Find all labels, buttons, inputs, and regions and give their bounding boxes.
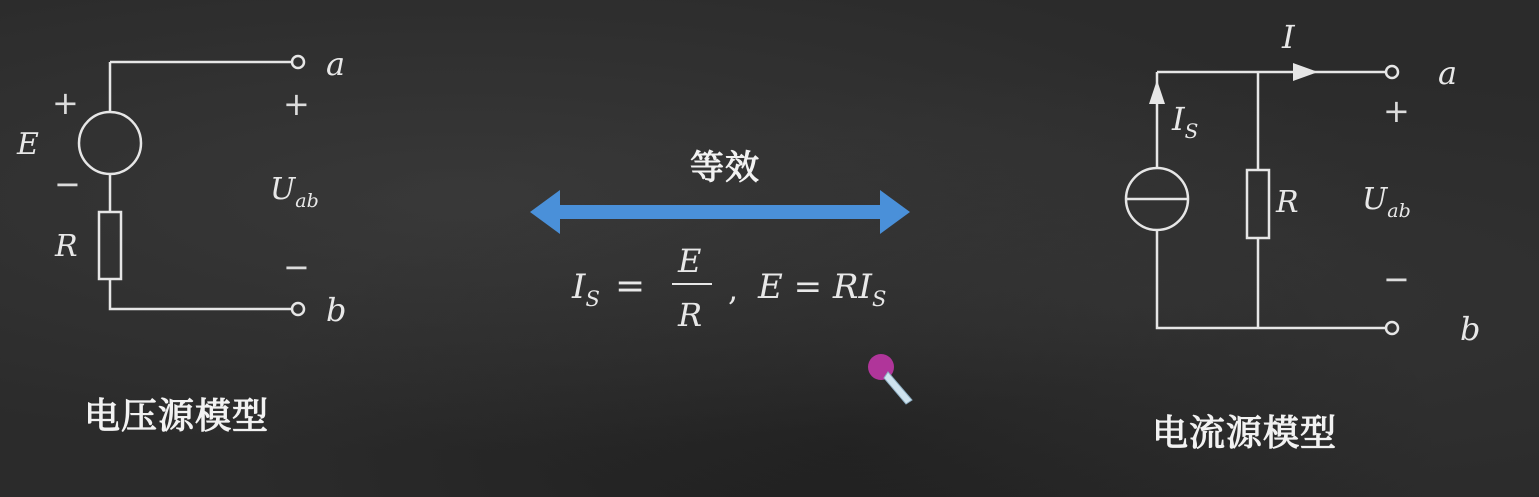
current-source-circuit <box>1126 66 1398 334</box>
formula-numerator: E <box>678 242 702 280</box>
left-source-minus: − <box>54 165 81 203</box>
right-uab-plus: + <box>1383 92 1410 130</box>
right-resistor <box>1247 170 1269 238</box>
arrow-shaft <box>560 205 880 219</box>
left-terminal-a-label: a <box>326 45 346 83</box>
pen-tip <box>884 372 912 404</box>
right-source-wire-lower <box>1157 230 1386 328</box>
left-resistor <box>99 212 121 279</box>
left-terminal-b <box>292 303 304 315</box>
right-terminal-a-label: a <box>1438 54 1458 92</box>
voltage-source-symbol <box>79 112 141 174</box>
left-terminal-a <box>292 56 304 68</box>
output-current-label: I <box>1282 18 1295 56</box>
right-voltage-label: $U_{ab}$ <box>1362 182 1411 222</box>
conversion-formula <box>571 242 886 334</box>
current-source-model-title: 电流源模型 <box>1152 413 1338 454</box>
left-resistor-label: R <box>55 229 78 264</box>
left-terminal-b-label: b <box>326 291 347 329</box>
voltage-source-model-title: 电压源模型 <box>84 396 270 437</box>
formula-e-relation: $E = RI_S$ <box>758 267 887 311</box>
formula-denominator: R <box>678 296 703 334</box>
right-uab-minus: − <box>1383 260 1410 298</box>
right-terminal-b <box>1386 322 1398 334</box>
output-current-arrow <box>1293 63 1318 81</box>
left-uab-plus: + <box>283 85 310 123</box>
left-voltage-label: $U_{ab}$ <box>270 172 319 212</box>
right-terminal-b-label: b <box>1460 310 1481 348</box>
arrow-head-left <box>530 190 560 234</box>
right-terminal-a <box>1386 66 1398 78</box>
equivalence-label: 等效 <box>690 148 760 188</box>
current-source-label: $I_S$ <box>1172 100 1199 143</box>
pen-cursor-icon <box>868 354 912 404</box>
formula-comma: , <box>728 270 739 308</box>
equivalence-arrow <box>530 190 910 234</box>
left-source-plus: + <box>52 84 79 122</box>
right-resistor-label: R <box>1276 185 1299 220</box>
formula-is: $I_S$ <box>572 267 600 311</box>
arrow-head-right <box>880 190 910 234</box>
left-uab-minus: − <box>283 248 310 286</box>
formula-equals-1: = <box>615 266 646 307</box>
left-vertical-wire-lower <box>110 279 292 309</box>
left-source-label: E <box>17 127 39 162</box>
source-current-arrow <box>1149 80 1165 104</box>
